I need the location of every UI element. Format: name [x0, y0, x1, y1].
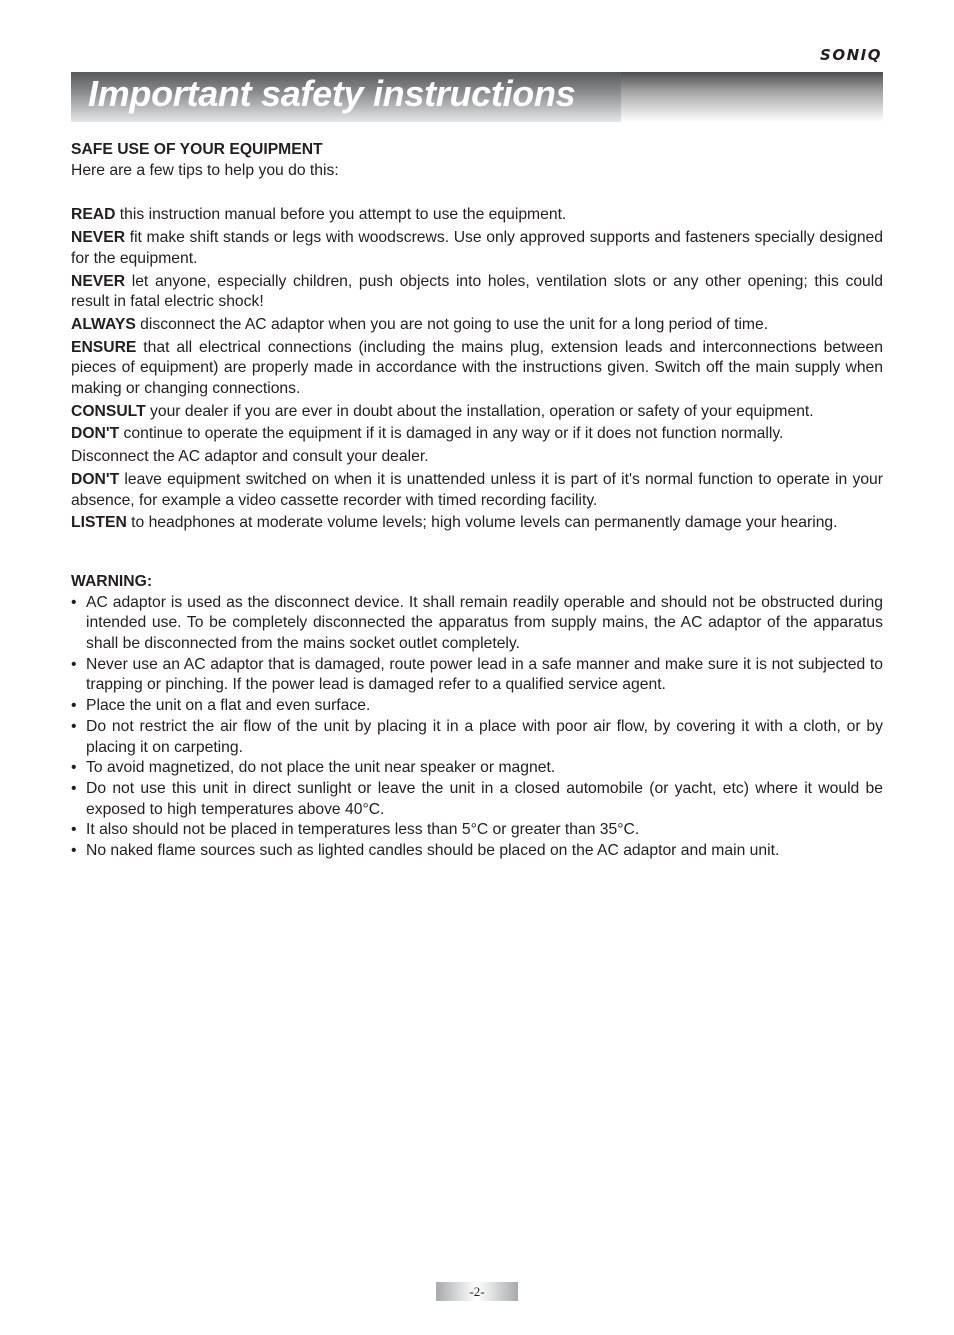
safe-use-item [71, 272, 883, 313]
item-text: continue to operate the equipment if it is damaged in any way or if it does not function normally. [119, 425, 784, 443]
warning-text: Do not use this unit in direct sunlight or leave the unit in a closed automobile (or yacht, etc) where it would be exposed to high temperatures above 40°C. [86, 779, 883, 818]
item-keyword: ALWAYS [71, 315, 136, 333]
warning-text: Do not restrict the air flow of the unit by placing it in a place with poor air flow, by covering it with a cloth, or by placing it on carpeting. [86, 717, 883, 756]
warning-text: AC adaptor is used as the disconnect device. It shall remain readily operable and should not be obstructed during intended use. To be completely disconnected the apparatus from supply mains, the AC adaptor of the apparatus shall be disconnected from the mains socket outlet completely. [86, 593, 883, 653]
item-keyword: ENSURE [71, 338, 137, 356]
item-text: this instruction manual before you attempt to use the equipment. [115, 206, 567, 224]
item-text: your dealer if you are ever in doubt about the installation, operation or safety of your equipment. [145, 402, 814, 420]
bullet-icon: • [71, 842, 77, 860]
warning-text: Place the unit on a flat and even surface. [86, 697, 371, 715]
safe-use-item [71, 205, 883, 226]
warning-item [71, 696, 883, 717]
safe-use-item [71, 402, 883, 423]
bullet-icon: • [71, 821, 77, 839]
warning-item [71, 779, 883, 820]
warning-item [71, 758, 883, 779]
bullet-icon: • [71, 779, 77, 797]
bullet-icon: • [71, 717, 77, 735]
warning-item [71, 655, 883, 696]
safe-use-intro: Here are a few tips to help you do this: [71, 161, 339, 179]
warning-list [71, 593, 883, 862]
warning-item [71, 820, 883, 841]
bullet-icon: • [71, 759, 77, 777]
safe-use-item [71, 338, 883, 400]
brand-logo: SONIQ [820, 46, 882, 64]
item-keyword: CONSULT [71, 402, 146, 420]
item-text: disconnect the AC adaptor when you are not going to use the unit for a long period of time. [135, 315, 769, 333]
safe-use-item [71, 228, 883, 269]
item-text: fit make shift stands or legs with woodscrews. Use only approved supports and fasteners specially designed for the equipment. [71, 229, 883, 267]
safe-use-item [71, 470, 883, 511]
item-keyword: DON'T [71, 470, 120, 488]
item-text: Disconnect the AC adaptor and consult your dealer. [71, 448, 429, 466]
safe-use-item [71, 424, 883, 445]
safe-use-list [71, 205, 883, 534]
safe-use-item [71, 513, 883, 534]
item-text: leave equipment switched on when it is unattended unless it is part of it's normal function to operate in your absence, for example a video cassette recorder with timed recording facility. [71, 470, 883, 509]
safe-use-item [71, 447, 883, 468]
safe-use-heading: SAFE USE OF YOUR EQUIPMENT [71, 141, 323, 158]
item-text: to headphones at moderate volume levels; high volume levels can permanently damage your hearing. [126, 514, 838, 532]
item-keyword: LISTEN [71, 514, 127, 532]
warning-text: It also should not be placed in temperatures less than 5°C or greater than 35°C. [86, 821, 640, 839]
warning-text: To avoid magnetized, do not place the unit near speaker or magnet. [86, 759, 556, 777]
bullet-icon: • [71, 697, 77, 715]
warning-item [71, 841, 883, 862]
warning-item [71, 593, 883, 655]
safe-use-item [71, 315, 883, 336]
bullet-icon: • [71, 655, 77, 673]
item-keyword: DON'T [71, 425, 120, 443]
title-banner [71, 72, 883, 122]
item-text: that all electrical connections (including the mains plug, extension leads and interconnections between pieces of equipment) are properly made in accordance with the instructions given. Switch off the main supply when making or changing connections. [71, 338, 883, 398]
item-keyword: NEVER [71, 272, 126, 290]
bullet-icon: • [71, 593, 77, 611]
warning-item [71, 717, 883, 758]
warning-text: Never use an AC adaptor that is damaged, route power lead in a safe manner and make sure it is not subjected to trapping or pinching. If the power lead is damaged refer to a qualified service agent. [86, 655, 883, 694]
warning-heading: WARNING: [71, 572, 153, 590]
title-banner-gradient [621, 72, 883, 122]
item-keyword: NEVER [71, 229, 126, 247]
page-number: -2- [469, 1284, 485, 1299]
item-keyword: READ [71, 206, 116, 224]
main-content [71, 140, 883, 862]
page-title: Important safety instructions [88, 73, 576, 114]
page-number-badge [436, 1282, 518, 1301]
item-text: let anyone, especially children, push objects into holes, ventilation slots or any other opening; this could result in fatal electric shock! [71, 272, 883, 311]
warning-text: No naked flame sources such as lighted candles should be placed on the AC adaptor and main unit. [86, 842, 780, 860]
